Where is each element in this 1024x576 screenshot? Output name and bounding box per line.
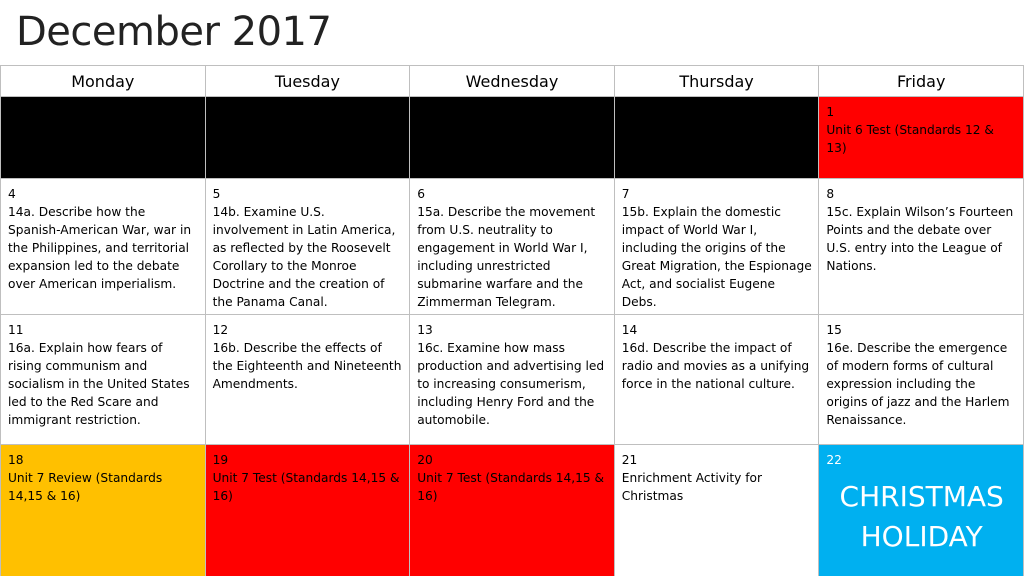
day-cell-22[interactable] — [819, 445, 1024, 576]
day-number: 6 — [417, 187, 425, 201]
day-number: 8 — [826, 187, 835, 201]
day-number: 12 — [212, 323, 229, 337]
day-cell-15[interactable] — [819, 315, 1024, 445]
day-cell-4[interactable] — [1, 179, 206, 315]
day-number: 19 — [212, 453, 229, 467]
day-activity: Unit 6 Test (Standards 12 & 13) — [826, 123, 994, 155]
day-activity: Enrichment Activity for Christmas — [621, 471, 762, 503]
day-cell-5[interactable] — [205, 179, 410, 315]
week-row-4 — [1, 445, 1024, 576]
day-activity: Unit 7 Test (Standards 14,15 & 16) — [417, 471, 605, 503]
day-number: 14 — [621, 323, 638, 337]
header-tuesday: Tuesday — [205, 66, 410, 97]
day-number: 1 — [826, 105, 835, 119]
header-friday: Friday — [819, 66, 1024, 97]
day-cell-8[interactable] — [819, 179, 1024, 315]
day-activity: 16b. Describe the effects of the Eighteenth and Nineteenth Amendments. — [212, 341, 402, 391]
calendar-table — [0, 65, 1024, 576]
header-row — [1, 66, 1024, 97]
day-cell-6[interactable] — [410, 179, 615, 315]
day-cell-13[interactable] — [410, 315, 615, 445]
day-number: 4 — [8, 187, 16, 201]
day-activity: 15c. Explain Wilson’s Fourteen Points and the debate over U.S. entry into the League of Nations. — [826, 205, 1014, 273]
day-activity: 16e. Describe the emergence of modern forms of cultural expression including the origins of jazz and the Harlem Renaissance. — [826, 341, 1010, 427]
day-number: 7 — [621, 187, 630, 201]
day-cell-1[interactable] — [819, 97, 1024, 179]
day-cell-12[interactable] — [205, 315, 410, 445]
header-thursday: Thursday — [614, 66, 819, 97]
day-number: 5 — [212, 187, 221, 201]
day-number: 13 — [417, 323, 433, 337]
header-wednesday: Wednesday — [410, 66, 615, 97]
day-cell-11[interactable] — [1, 315, 206, 445]
day-activity: 16d. Describe the impact of radio and movies as a unifying force in the national culture. — [621, 341, 810, 391]
holiday-label: CHRISTMAS HOLIDAY — [839, 480, 1004, 553]
day-activity: 16c. Examine how mass production and advertising led to increasing consumerism, including Henry Ford and the automobile. — [417, 341, 605, 427]
blackout-cell-thu — [614, 97, 819, 179]
day-cell-18[interactable] — [1, 445, 206, 576]
day-activity: Unit 7 Test (Standards 14,15 & 16) — [212, 471, 400, 503]
day-cell-21[interactable] — [614, 445, 819, 576]
day-cell-7[interactable] — [614, 179, 819, 315]
day-activity: 14b. Examine U.S. involvement in Latin America, as reflected by the Roosevelt Corollary to the Monroe Doctrine and the creation of the Panama Canal. — [212, 205, 396, 309]
blackout-cell-wed — [410, 97, 615, 179]
blackout-cell-mon — [1, 97, 206, 179]
day-activity: 15a. Describe the movement from U.S. neutrality to engagement in World War I, including unrestricted submarine warfare and the Zimmerman Telegram. — [417, 205, 596, 309]
day-number: 15 — [826, 323, 842, 337]
day-activity: 15b. Explain the domestic impact of World War I, including the origins of the Great Migration, the Espionage Act, and socialist Eugene Debs. — [621, 205, 812, 309]
week-row-3 — [1, 315, 1024, 445]
day-cell-19[interactable] — [205, 445, 410, 576]
day-activity: 16a. Explain how fears of rising communism and socialism in the United States led to the Red Scare and immigrant restriction. — [8, 341, 190, 427]
day-number: 11 — [8, 323, 24, 337]
week-row-1 — [1, 97, 1024, 179]
day-number: 20 — [417, 453, 433, 467]
day-cell-20[interactable] — [410, 445, 615, 576]
day-number: 18 — [8, 453, 24, 467]
day-activity: Unit 7 Review (Standards 14,15 & 16) — [8, 471, 163, 503]
page-title: December 2017 — [16, 9, 332, 55]
day-number: 22 — [826, 453, 842, 467]
day-activity: 14a. Describe how the Spanish-American War, war in the Philippines, and territorial expansion led to the debate over American imperialism. — [8, 205, 192, 291]
day-cell-14[interactable] — [614, 315, 819, 445]
week-row-2 — [1, 179, 1024, 315]
header-monday: Monday — [1, 66, 206, 97]
day-number: 21 — [621, 453, 638, 467]
blackout-cell-tue — [205, 97, 410, 179]
